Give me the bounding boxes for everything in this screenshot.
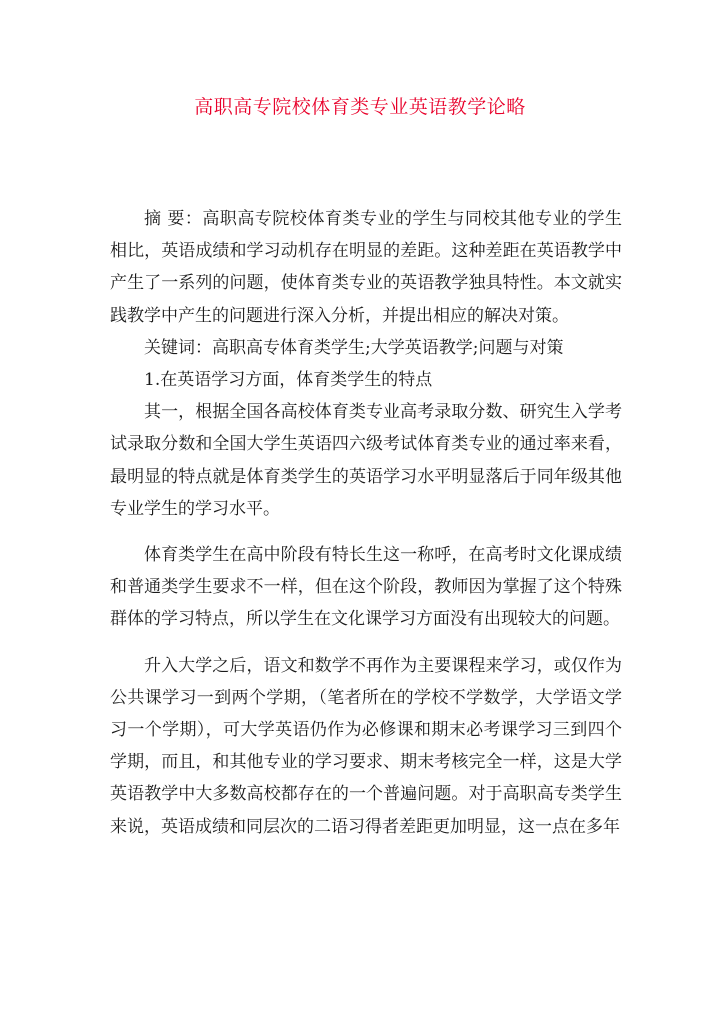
body-paragraph-2: 体育类学生在高中阶段有特长生这一称呼，在高考时文化课成绩和普通类学生要求不一样，但在这个阶段，教师因为掌握了这个特殊群体的学习特点，所以学生在文化课学习方面没有出现较大的问题。 xyxy=(110,545,622,630)
body-paragraph-3: 升入大学之后，语文和数学不再作为主要课程来学习，或仅作为公共课学习一到两个学期，（笔者所在的学校不学数学，大学语文学习一个学期），可大学英语仍作为必修课和期末必考课学习三到四个学期，而且，和其他专业的学习要求、期末考核完全一样，这是大学英语教学中大多数高校都存在的一个普遍问题。对于高职高专类学生来说，英语成绩和同层次的二语习得者差距更加明显，这一点在多年 xyxy=(110,655,622,837)
body-paragraph-1: 其一，根据全国各高校体育类专业高考录取分数、研究生入学考试录取分数和全国大学生英语四六级考试体育类专业的通过率来看，最明显的特点就是体育类学生的英语学习水平明显落后于同年级其他专业学生的学习水平。 xyxy=(110,402,622,519)
document-body xyxy=(110,203,622,843)
document-title: 高职高专院校体育类专业英语教学论略 xyxy=(194,96,526,118)
abstract-paragraph: 摘 要：高职高专院校体育类专业的学生与同校其他专业的学生相比，英语成绩和学习动机存在明显的差距。这种差距在英语教学中产生了一系列的问题，使体育类专业的英语教学独具特性。本文就实践教学中产生的问题进行深入分析，并提出相应的解决对策。 xyxy=(110,209,622,326)
keywords-line: 关键词：高职高专体育类学生;大学英语教学;问题与对策 xyxy=(144,337,564,358)
section-heading: 1.在英语学习方面，体育类学生的特点 xyxy=(144,370,433,391)
